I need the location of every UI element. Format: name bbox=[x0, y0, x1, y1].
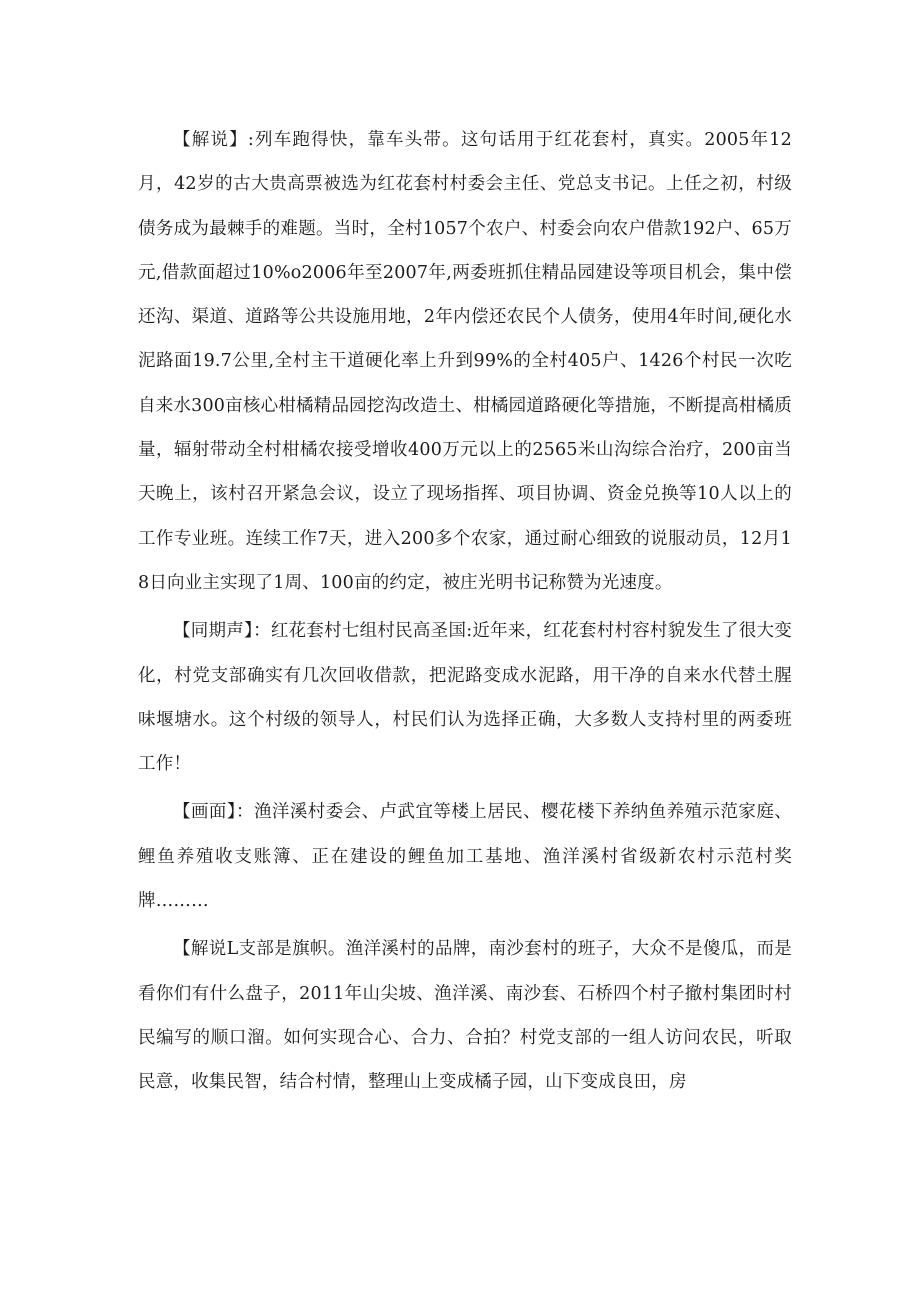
section-tag: 【同期声】 bbox=[173, 621, 254, 642]
paragraph-text: ：渔洋溪村委会、卢武宜等楼上居民、樱花楼下养纳鱼养殖示范家庭、鲤鱼养殖收支账簿、正在建设的鲤鱼加工基地、渔洋溪村省级新农村示范村奖牌……… bbox=[138, 802, 792, 912]
section-tag: 【解说L bbox=[173, 939, 239, 960]
section-tag: 【解说】 bbox=[173, 130, 248, 150]
document-body bbox=[138, 118, 792, 1109]
paragraph-text: :列车跑得快，靠车头带。这句话用于红花套村，真实。2005年12月，42岁的古大贵高票被选为红花套村村委会主任、党总支书记。上任之初，村级债务成为最棘手的难题。当时，全村1057个农户、村委会向农户借款192户、65万元,借款面超过10%o2006年至2007年,两委班抓住精品园建设等项目机会，集中偿还沟、渠道、道路等公共设施用地，2年内偿还农民个人债务，使用4年时间,硬化水泥路面19.7公里,全村主干道硬化率上升到99%的全村405户、1426个村民一次吃自来水300亩核心柑橘精品园挖沟改造土、柑橘园道路硬化等措施，不断提高柑橘质量，辐射带动全村柑橘农接受增收400万元以上的2565米山沟综合治疗，200亩当天晚上，该村召开紧急会议，设立了现场指挥、项目协调、资金兑换等10人以上的工作专业班。连续工作7天，进入200多个农家，通过耐心细致的说服动员，12月18日向业主实现了1周、100亩的约定，被庄光明书记称赞为光速度。 bbox=[138, 130, 792, 593]
paragraph-interview bbox=[138, 609, 792, 786]
section-tag: 【画面】 bbox=[173, 802, 237, 823]
paragraph-text: 支部是旗帜。渔洋溪村的品牌，南沙套村的班子，大众不是傻瓜，而是看你们有什么盘子，2011年山尖坡、渔洋溪、南沙套、石桥四个村子撤村集团时村民编写的顺口溜。如何实现合心、合力、合拍？村党支部的一组人访问农民，听取民意，收集民智，结合村情，整理山上变成橘子园，山下变成良田，房 bbox=[138, 939, 793, 1093]
paragraph-scene bbox=[138, 790, 792, 923]
paragraph-text: ：红花套村七组村民高圣国:近年来，红花套村村容村貌发生了很大变化，村党支部确实有几次回收借款，把泥路变成水泥路，用干净的自来水代替土腥味堰塘水。这个村级的领导人，村民们认为选择正确，大多数人支持村里的两委班工作！ bbox=[138, 621, 793, 775]
paragraph-narration-1 bbox=[138, 118, 792, 605]
paragraph-narration-2 bbox=[138, 927, 792, 1104]
